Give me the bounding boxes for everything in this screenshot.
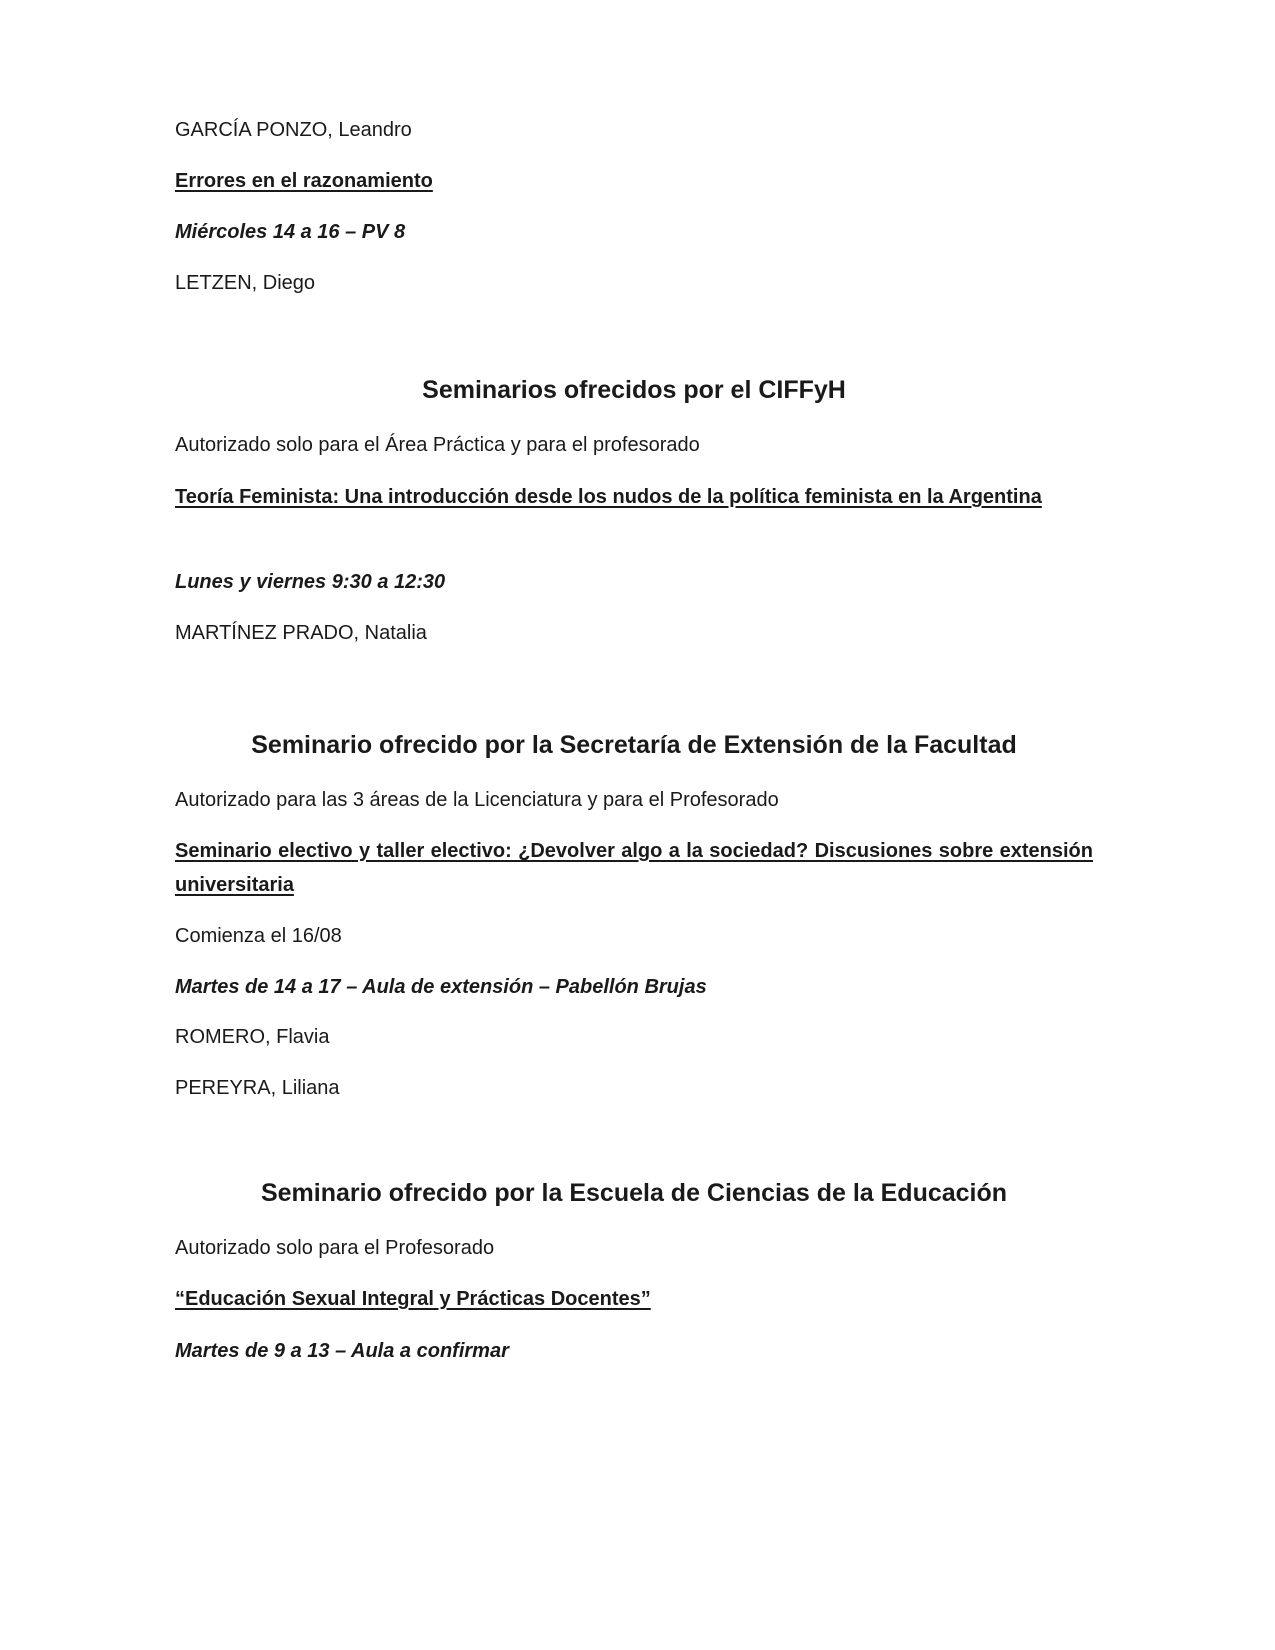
course-title: “Educación Sexual Integral y Prácticas Docentes” <box>175 1288 651 1310</box>
authorization-note: Autorizado solo para el Área Práctica y para el profesorado <box>175 434 700 456</box>
course-schedule: Martes de 9 a 13 – Aula a confirmar <box>175 1340 509 1362</box>
course-schedule: Miércoles 14 a 16 – PV 8 <box>175 221 406 243</box>
section-heading-ciffyh: Seminarios ofrecidos por el CIFFyH <box>422 376 846 404</box>
professor-name: LETZEN, Diego <box>175 272 316 294</box>
section-heading-educacion: Seminario ofrecido por la Escuela de Ciencias de la Educación <box>260 1179 1008 1207</box>
course-schedule: Martes de 14 a 17 – Aula de extensión – Pabellón Brujas <box>175 976 707 998</box>
authorization-note: Autorizado solo para el Profesorado <box>175 1237 495 1259</box>
professor-name: ROMERO, Flavia <box>175 1026 330 1048</box>
course-title: Errores en el razonamiento <box>175 170 433 192</box>
course-start-date: Comienza el 16/08 <box>175 925 342 947</box>
course-schedule: Lunes y viernes 9:30 a 12:30 <box>175 571 446 593</box>
authorization-note: Autorizado para las 3 áreas de la Licenciatura y para el Profesorado <box>175 789 779 811</box>
professor-name: MARTÍNEZ PRADO, Natalia <box>175 622 427 644</box>
course-title: Seminario electivo y taller electivo: ¿Devolver algo a la sociedad? Discusiones sobre extensión universitaria <box>175 840 1093 896</box>
section-heading-extension: Seminario ofrecido por la Secretaría de Extensión de la Facultad <box>251 731 1017 759</box>
professor-name: GARCÍA PONZO, Leandro <box>175 119 412 141</box>
professor-name: PEREYRA, Liliana <box>175 1077 340 1099</box>
course-title: Teoría Feminista: Una introducción desde los nudos de la política feminista en la Argentina <box>175 486 1042 508</box>
